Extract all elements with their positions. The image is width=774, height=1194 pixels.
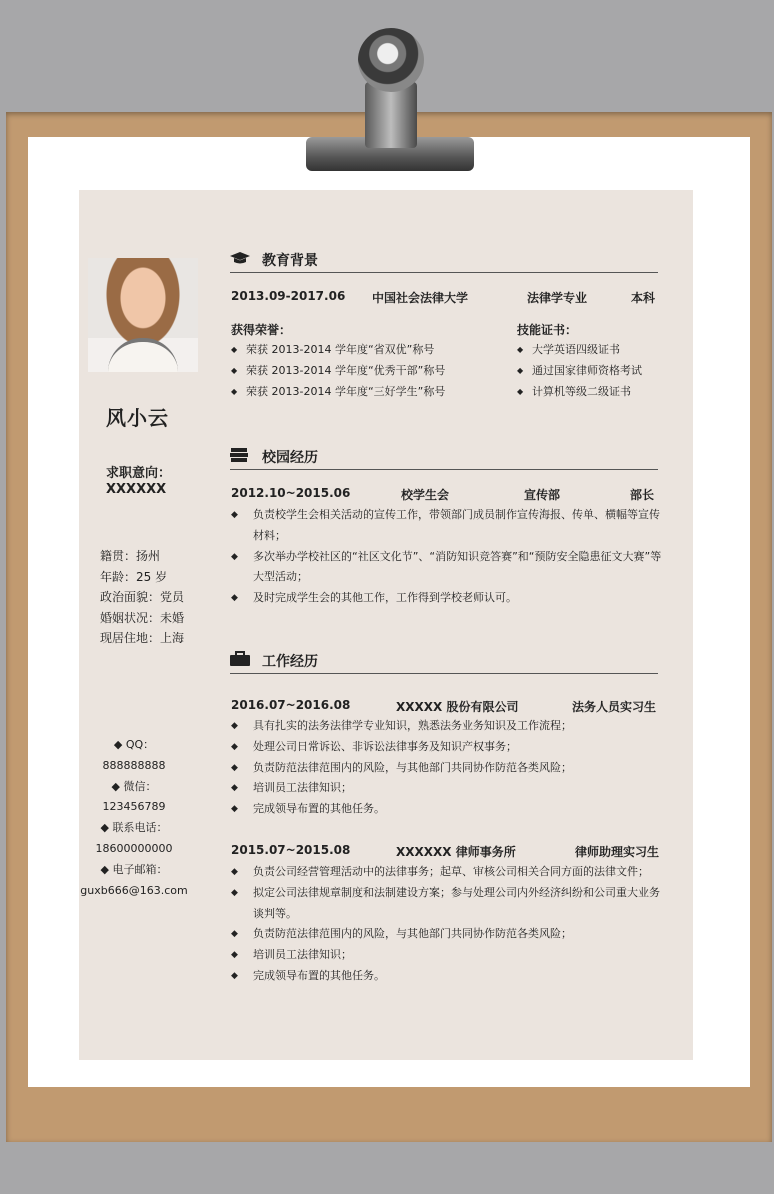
wechat-label: ◆ 微信： [111,779,157,793]
campus-title: 校园经历 [262,450,318,466]
campus-list [231,505,663,609]
job2-period: 2015.07~2015.08 [231,843,351,857]
campus-org: 校学生会 [401,488,450,502]
contact-info [80,735,188,901]
campus-dept: 宣传部 [524,488,561,502]
info-age: 年龄：25 岁 [100,569,168,584]
job1-period: 2016.07~2016.08 [231,698,351,712]
list-item: ◆ 负责防范法律范围内的风险，与其他部门共同协作防范各类风险； [231,924,667,945]
binder-clip-icon [358,28,424,92]
info-hometown: 籍贯：扬州 [100,549,161,563]
work-title: 工作经历 [262,654,318,670]
list-item: ◆ 具有扎实的法务法律学专业知识，熟悉法务业务知识及工作流程； [231,716,663,737]
list-item: ◆ 培训员工法律知识； [231,945,667,966]
list-item: ◆ 计算机等级二级证书 [517,382,667,403]
skills-title: 技能证书： [517,323,578,337]
email-label: ◆ 电子邮箱： [100,862,168,876]
wechat-value: 123456789 [102,800,166,814]
job2-position: 律师助理实习生 [575,845,660,859]
edu-period: 2013.09-2017.06 [231,289,346,303]
job2-list [231,862,667,987]
work-header [230,651,658,674]
job2-company: XXXXXX 律师事务所 [396,845,516,859]
briefcase-icon [230,651,250,669]
skills-list [517,340,667,402]
list-item: ◆ 负责防范法律范围内的风险，与其他部门共同协作防范各类风险； [231,758,663,779]
honors-list [231,340,511,402]
qq-label: ◆ QQ： [113,738,155,751]
honors-title: 获得荣誉： [231,323,292,337]
education-header [230,250,658,273]
list-item: ◆ 多次举办学校社区的“社区文化节”、“消防知识竞答赛”和“预防安全隐患征文大赛”等大型活动； [231,547,663,589]
list-item: ◆ 完成领导布置的其他任务。 [231,966,667,987]
list-item: ◆ 完成领导布置的其他任务。 [231,799,663,820]
graduation-cap-icon [230,250,250,268]
list-item: ◆ 荣获 2013-2014 学年度“优秀干部”称号 [231,361,511,382]
profile-photo [88,258,198,372]
edu-degree: 本科 [631,291,656,305]
list-item: ◆ 荣获 2013-2014 学年度“三好学生”称号 [231,382,511,403]
list-item: ◆ 荣获 2013-2014 学年度“省双优”称号 [231,340,511,361]
books-icon [230,447,250,465]
education-title: 教育背景 [262,253,318,269]
objective-value: XXXXXX [106,482,167,497]
list-item: ◆ 拟定公司法律规章制度和法制建设方案；参与处理公司内外经济纠纷和公司重大业务谈判等。 [231,883,667,925]
list-item: ◆ 负责公司经营管理活动中的法律事务；起草、审核公司相关合同方面的法律文件； [231,862,667,883]
job1-position: 法务人员实习生 [572,700,657,714]
list-item: ◆ 及时完成学生会的其他工作，工作得到学校老师认可。 [231,588,663,609]
personal-info [100,546,184,649]
job1-list [231,716,663,820]
info-marital: 婚姻状况：未婚 [100,610,185,625]
objective-label: 求职意向： [106,466,172,481]
info-residence: 现居住地：上海 [100,631,185,645]
edu-major: 法律学专业 [527,291,588,305]
email-value: guxb666@163.com [80,883,188,897]
campus-period: 2012.10~2015.06 [231,486,351,500]
list-item: ◆ 大学英语四级证书 [517,340,667,361]
qq-value: 888888888 [102,758,166,772]
list-item: ◆ 处理公司日常诉讼、非诉讼法律事务及知识产权事务； [231,737,663,758]
list-item: ◆ 负责校学生会相关活动的宣传工作，带领部门成员制作宣传海报、传单、横幅等宣传材料； [231,505,663,547]
phone-value: 18600000000 [95,841,173,855]
info-political: 政治面貌：党员 [100,590,185,604]
phone-label: ◆ 联系电话： [100,821,168,835]
campus-role: 部长 [630,488,655,502]
candidate-name: 风小云 [106,406,169,430]
list-item: ◆ 培训员工法律知识； [231,778,663,799]
job1-company: XXXXX 股份有限公司 [396,700,519,714]
list-item: ◆ 通过国家律师资格考试 [517,361,667,382]
edu-school: 中国社会法律大学 [372,291,469,305]
campus-header [230,447,658,470]
